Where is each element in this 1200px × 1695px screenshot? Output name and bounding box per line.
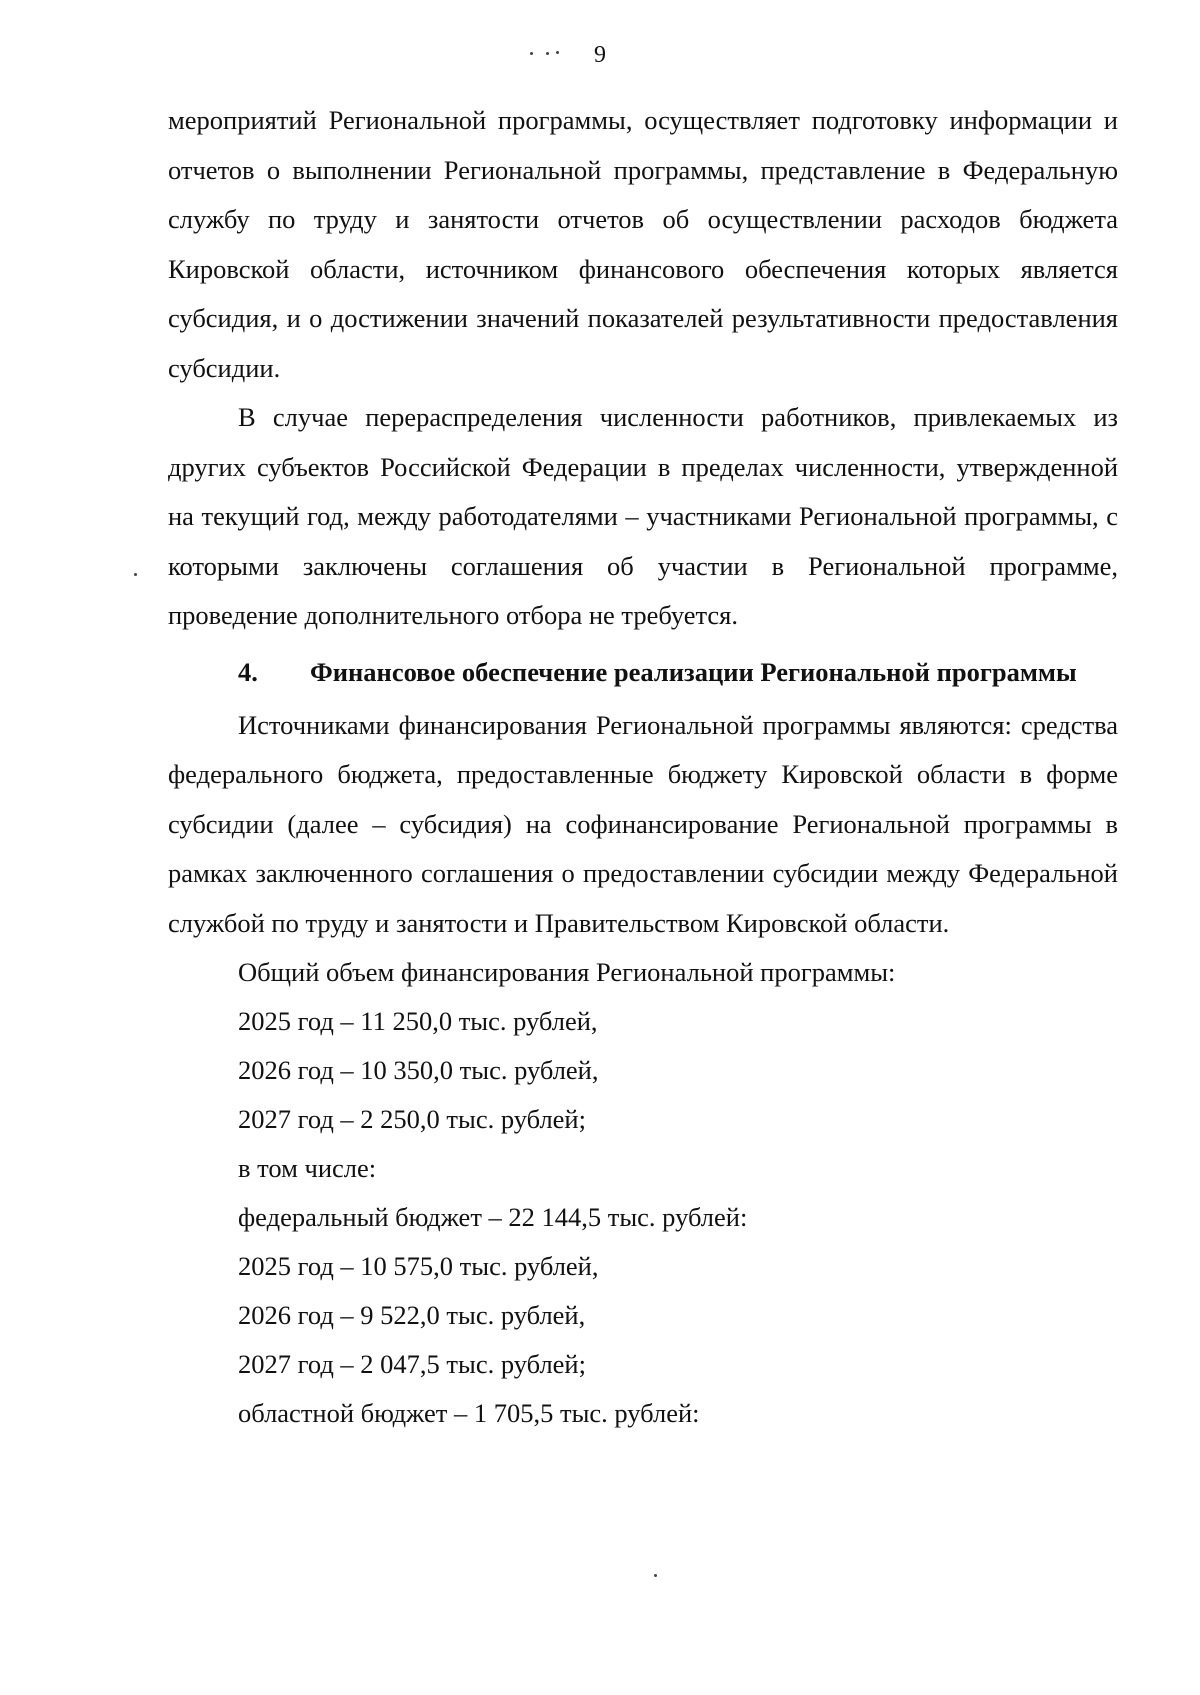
paragraph-redistribution: В случае перераспределения численности работников, привлекаемых из других субъектов Российской Федерации в пределах численности, утвержденной на текущий год, между работодателями – участниками Региональной программы, с которыми заключены соглашения об участии в Региональной программе, проведение дополнительного отбора не требуется. [168, 402, 1118, 630]
funding-line: 2027 год – 2 250,0 тыс. рублей; [238, 1104, 586, 1134]
scan-speck [546, 52, 549, 55]
paragraph-reporting: мероприятий Региональной программы, осуществляет подготовку информации и отчетов о выполнении Региональной программы, представление в Федеральную службу по труду и занятости отчетов об осуществлении расходов бюджета Кировской области, источником финансового обеспечения которых является субсидия, и о достижении значений показателей результативности предоставления субсидии. [168, 105, 1118, 383]
document-body [168, 96, 1118, 1438]
funding-line: 2026 год – 9 522,0 тыс. рублей, [238, 1300, 586, 1330]
funding-total-heading: Общий объем финансирования Региональной программы: [238, 957, 896, 987]
scan-speck [556, 51, 559, 54]
scan-speck [134, 573, 137, 576]
funding-line: 2025 год – 10 575,0 тыс. рублей, [238, 1251, 599, 1281]
section-heading [168, 655, 1118, 689]
federal-budget-heading: федеральный бюджет – 22 144,5 тыс. рублей: [238, 1202, 748, 1232]
page-number: 9 [594, 42, 606, 68]
paragraph-funding-sources: Источниками финансирования Региональной программы являются: средства федерального бюджета, предоставленные бюджету Кировской области в форме субсидии (далее – субсидия) на софинансирование Региональной программы в рамках заключенного соглашения о предоставлении субсидии между Федеральной службой по труду и занятости и Правительством Кировской области. [168, 709, 1118, 938]
funding-line: 2025 год – 11 250,0 тыс. рублей, [238, 1006, 598, 1036]
funding-line: 2026 год – 10 350,0 тыс. рублей, [238, 1055, 599, 1085]
section-title: Финансовое обеспечение реализации Региональной программы [310, 656, 1077, 687]
funding-list [168, 948, 1118, 1438]
funding-subheading: в том числе: [238, 1153, 377, 1183]
regional-budget-heading: областной бюджет – 1 705,5 тыс. рублей: [238, 1398, 700, 1428]
funding-line: 2027 год – 2 047,5 тыс. рублей; [238, 1349, 586, 1379]
scan-speck [654, 1574, 657, 1577]
scan-speck [530, 52, 533, 55]
section-number: 4. [238, 656, 258, 687]
